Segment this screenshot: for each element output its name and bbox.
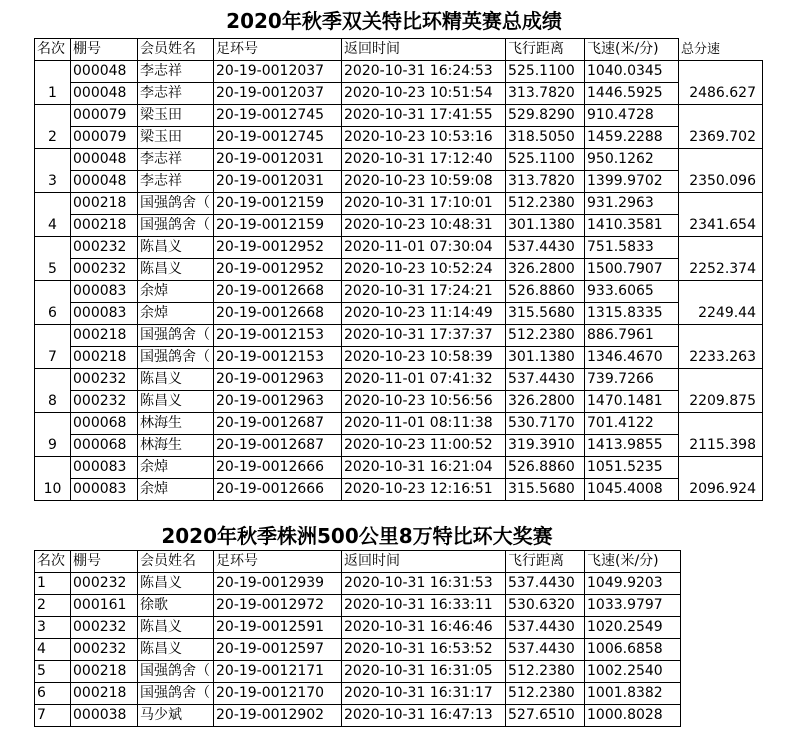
speed-cell: 886.7961	[585, 325, 679, 347]
return-time-cell: 2020-10-23 10:58:39	[342, 347, 506, 369]
table-row	[35, 369, 763, 391]
flight-distance-cell: 537.4430	[506, 237, 585, 259]
table-row	[35, 595, 681, 617]
loft-id-cell: 000068	[71, 413, 138, 435]
ring-number-cell: 20-19-0012952	[214, 259, 342, 281]
member-name-cell: 国强鸽舍（	[138, 661, 214, 683]
member-name-cell: 徐歌	[138, 595, 214, 617]
rank-cell: 3	[35, 149, 71, 193]
table2-body	[35, 551, 681, 727]
member-name-cell: 国强鸽舍（	[138, 325, 214, 347]
return-time-cell: 2020-10-23 12:16:51	[342, 479, 506, 501]
ring-number-cell: 20-19-0012939	[214, 573, 342, 595]
flight-distance-cell: 318.5050	[506, 127, 585, 149]
total-speed-cell: 2369.702	[679, 105, 763, 149]
rank-cell: 3	[35, 617, 71, 639]
return-time-cell: 2020-10-23 10:51:54	[342, 83, 506, 105]
speed-cell: 1002.2540	[585, 661, 681, 683]
total-speed-cell: 2115.398	[679, 413, 763, 457]
flight-distance-cell: 313.7820	[506, 171, 585, 193]
ring-number-cell: 20-19-0012153	[214, 347, 342, 369]
speed-cell: 1413.9855	[585, 435, 679, 457]
return-time-cell: 2020-10-31 17:10:01	[342, 193, 506, 215]
rank-cell: 2	[35, 595, 71, 617]
return-time-cell: 2020-10-31 16:53:52	[342, 639, 506, 661]
table-row	[35, 171, 763, 193]
speed-cell: 1006.6858	[585, 639, 681, 661]
total-speed-cell: 2096.924	[679, 457, 763, 501]
table-row	[35, 413, 763, 435]
speed-cell: 1033.9797	[585, 595, 681, 617]
ring-number-cell: 20-19-0012963	[214, 391, 342, 413]
loft-id-cell: 000232	[71, 259, 138, 281]
flight-distance-cell: 512.2380	[506, 683, 585, 705]
rank-cell: 9	[35, 413, 71, 457]
return-time-cell: 2020-10-31 17:37:37	[342, 325, 506, 347]
header-row	[35, 551, 681, 573]
speed-cell: 910.4728	[585, 105, 679, 127]
speed-cell: 1315.8335	[585, 303, 679, 325]
table1-body	[35, 39, 763, 501]
rank-cell: 2	[35, 105, 71, 149]
member-name-cell: 陈昌义	[138, 639, 214, 661]
member-name-cell: 陈昌义	[138, 369, 214, 391]
loft-id-cell: 000232	[71, 237, 138, 259]
return-time-cell: 2020-11-01 07:30:04	[342, 237, 506, 259]
loft-id-cell: 000048	[71, 83, 138, 105]
return-time-cell: 2020-10-23 10:59:08	[342, 171, 506, 193]
member-name-cell: 李志祥	[138, 149, 214, 171]
rank-cell: 6	[35, 683, 71, 705]
total-speed-cell: 2209.875	[679, 369, 763, 413]
return-time-cell: 2020-10-31 16:31:05	[342, 661, 506, 683]
speed-cell: 1399.9702	[585, 171, 679, 193]
table-row	[35, 281, 763, 303]
return-time-cell: 2020-10-23 11:14:49	[342, 303, 506, 325]
flight-distance-cell: 319.3910	[506, 435, 585, 457]
table-row	[35, 347, 763, 369]
elite-race-results-table	[34, 38, 763, 501]
ring-number-cell: 20-19-0012963	[214, 369, 342, 391]
ring-number-cell: 20-19-0012597	[214, 639, 342, 661]
return-time-cell: 2020-11-01 07:41:32	[342, 369, 506, 391]
loft-id-cell: 000218	[71, 325, 138, 347]
ring-number-cell: 20-19-0012159	[214, 215, 342, 237]
loft-id-cell: 000232	[71, 369, 138, 391]
header-rank: 名次	[35, 39, 71, 61]
loft-id-cell: 000079	[71, 105, 138, 127]
ring-number-cell: 20-19-0012170	[214, 683, 342, 705]
member-name-cell: 李志祥	[138, 83, 214, 105]
speed-cell: 1001.8382	[585, 683, 681, 705]
table-row	[35, 683, 681, 705]
member-name-cell: 陈昌义	[138, 237, 214, 259]
header-rank: 名次	[35, 551, 71, 573]
speed-cell: 1470.1481	[585, 391, 679, 413]
header-return-time: 返回时间	[342, 39, 506, 61]
ring-number-cell: 20-19-0012745	[214, 105, 342, 127]
flight-distance-cell: 529.8290	[506, 105, 585, 127]
loft-id-cell: 000068	[71, 435, 138, 457]
ring-number-cell: 20-19-0012153	[214, 325, 342, 347]
header-ring-number: 足环号	[214, 551, 342, 573]
rank-cell: 1	[35, 61, 71, 105]
flight-distance-cell: 530.7170	[506, 413, 585, 435]
speed-cell: 933.6065	[585, 281, 679, 303]
flight-distance-cell: 315.5680	[506, 479, 585, 501]
member-name-cell: 国强鸽舍（	[138, 215, 214, 237]
member-name-cell: 国强鸽舍（	[138, 683, 214, 705]
speed-cell: 751.5833	[585, 237, 679, 259]
ring-number-cell: 20-19-0012902	[214, 705, 342, 727]
return-time-cell: 2020-10-31 16:31:17	[342, 683, 506, 705]
header-ring-number: 足环号	[214, 39, 342, 61]
ring-number-cell: 20-19-0012171	[214, 661, 342, 683]
ring-number-cell: 20-19-0012591	[214, 617, 342, 639]
loft-id-cell: 000079	[71, 127, 138, 149]
table-row	[35, 705, 681, 727]
loft-id-cell: 000218	[71, 661, 138, 683]
return-time-cell: 2020-10-23 10:52:24	[342, 259, 506, 281]
flight-distance-cell: 526.8860	[506, 457, 585, 479]
speed-cell: 1040.0345	[585, 61, 679, 83]
table-row	[35, 259, 763, 281]
ring-number-cell: 20-19-0012666	[214, 479, 342, 501]
ring-number-cell: 20-19-0012031	[214, 149, 342, 171]
table-row	[35, 661, 681, 683]
rank-cell: 8	[35, 369, 71, 413]
loft-id-cell: 000232	[71, 391, 138, 413]
rank-cell: 4	[35, 639, 71, 661]
loft-id-cell: 000083	[71, 479, 138, 501]
loft-id-cell: 000038	[71, 705, 138, 727]
speed-cell: 1500.7907	[585, 259, 679, 281]
table-row	[35, 457, 763, 479]
member-name-cell: 余焯	[138, 281, 214, 303]
loft-id-cell: 000218	[71, 683, 138, 705]
loft-id-cell: 000232	[71, 573, 138, 595]
ring-number-cell: 20-19-0012687	[214, 413, 342, 435]
table-row	[35, 391, 763, 413]
header-flight-distance: 飞行距离	[506, 39, 585, 61]
flight-distance-cell: 512.2380	[506, 193, 585, 215]
total-speed-cell: 2350.096	[679, 149, 763, 193]
total-speed-cell: 2233.263	[679, 325, 763, 369]
return-time-cell: 2020-10-31 17:41:55	[342, 105, 506, 127]
flight-distance-cell: 537.4430	[506, 573, 585, 595]
table-row	[35, 149, 763, 171]
ring-number-cell: 20-19-0012031	[214, 171, 342, 193]
flight-distance-cell: 530.6320	[506, 595, 585, 617]
table-row	[35, 617, 681, 639]
rank-cell: 6	[35, 281, 71, 325]
speed-cell: 950.1262	[585, 149, 679, 171]
member-name-cell: 陈昌义	[138, 391, 214, 413]
return-time-cell: 2020-10-31 16:47:13	[342, 705, 506, 727]
speed-cell: 1049.9203	[585, 573, 681, 595]
grand-prix-results-table	[34, 550, 681, 727]
ring-number-cell: 20-19-0012687	[214, 435, 342, 457]
rank-cell: 5	[35, 661, 71, 683]
flight-distance-cell: 301.1380	[506, 215, 585, 237]
loft-id-cell: 000083	[71, 281, 138, 303]
header-speed: 飞速(米/分)	[585, 551, 681, 573]
ring-number-cell: 20-19-0012972	[214, 595, 342, 617]
member-name-cell: 余焯	[138, 479, 214, 501]
loft-id-cell: 000232	[71, 617, 138, 639]
speed-cell: 739.7266	[585, 369, 679, 391]
member-name-cell: 梁玉田	[138, 105, 214, 127]
header-speed: 飞速(米/分)	[585, 39, 679, 61]
table-row	[35, 479, 763, 501]
member-name-cell: 马少斌	[138, 705, 214, 727]
member-name-cell: 国强鸽舍（	[138, 347, 214, 369]
total-speed-cell: 2249.44	[679, 281, 763, 325]
speed-cell: 1459.2288	[585, 127, 679, 149]
loft-id-cell: 000048	[71, 149, 138, 171]
member-name-cell: 李志祥	[138, 61, 214, 83]
speed-cell: 1051.5235	[585, 457, 679, 479]
rank-cell: 1	[35, 573, 71, 595]
member-name-cell: 余焯	[138, 457, 214, 479]
member-name-cell: 林海生	[138, 413, 214, 435]
table-row	[35, 215, 763, 237]
flight-distance-cell: 525.1100	[506, 61, 585, 83]
flight-distance-cell: 315.5680	[506, 303, 585, 325]
table-row	[35, 435, 763, 457]
header-loft-id: 棚号	[71, 551, 138, 573]
table-row	[35, 83, 763, 105]
table-row	[35, 573, 681, 595]
member-name-cell: 陈昌义	[138, 617, 214, 639]
return-time-cell: 2020-10-23 11:00:52	[342, 435, 506, 457]
return-time-cell: 2020-10-23 10:56:56	[342, 391, 506, 413]
speed-cell: 1045.4008	[585, 479, 679, 501]
flight-distance-cell: 301.1380	[506, 347, 585, 369]
flight-distance-cell: 313.7820	[506, 83, 585, 105]
loft-id-cell: 000232	[71, 639, 138, 661]
ring-number-cell: 20-19-0012668	[214, 303, 342, 325]
speed-cell: 1346.4670	[585, 347, 679, 369]
member-name-cell: 国强鸽舍（	[138, 193, 214, 215]
return-time-cell: 2020-11-01 08:11:38	[342, 413, 506, 435]
flight-distance-cell: 537.4430	[506, 617, 585, 639]
flight-distance-cell: 525.1100	[506, 149, 585, 171]
loft-id-cell: 000161	[71, 595, 138, 617]
table-row	[35, 61, 763, 83]
header-member-name: 会员姓名	[138, 39, 214, 61]
table-row	[35, 325, 763, 347]
loft-id-cell: 000083	[71, 303, 138, 325]
header-flight-distance: 飞行距离	[506, 551, 585, 573]
return-time-cell: 2020-10-31 16:24:53	[342, 61, 506, 83]
flight-distance-cell: 526.8860	[506, 281, 585, 303]
member-name-cell: 林海生	[138, 435, 214, 457]
ring-number-cell: 20-19-0012159	[214, 193, 342, 215]
flight-distance-cell: 527.6510	[506, 705, 585, 727]
flight-distance-cell: 326.2800	[506, 391, 585, 413]
speed-cell: 1410.3581	[585, 215, 679, 237]
ring-number-cell: 20-19-0012037	[214, 61, 342, 83]
return-time-cell: 2020-10-31 17:12:40	[342, 149, 506, 171]
header-row	[35, 39, 763, 61]
table-row	[35, 193, 763, 215]
rank-cell: 5	[35, 237, 71, 281]
rank-cell: 10	[35, 457, 71, 501]
member-name-cell: 梁玉田	[138, 127, 214, 149]
rank-cell: 7	[35, 325, 71, 369]
table-row	[35, 303, 763, 325]
header-total-speed: 总分速	[679, 39, 763, 61]
loft-id-cell: 000048	[71, 171, 138, 193]
member-name-cell: 余焯	[138, 303, 214, 325]
header-loft-id: 棚号	[71, 39, 138, 61]
speed-cell: 1000.8028	[585, 705, 681, 727]
member-name-cell: 李志祥	[138, 171, 214, 193]
member-name-cell: 陈昌义	[138, 573, 214, 595]
table-row	[35, 237, 763, 259]
loft-id-cell: 000048	[71, 61, 138, 83]
flight-distance-cell: 512.2380	[506, 661, 585, 683]
flight-distance-cell: 537.4430	[506, 639, 585, 661]
ring-number-cell: 20-19-0012668	[214, 281, 342, 303]
table-row	[35, 105, 763, 127]
return-time-cell: 2020-10-23 10:53:16	[342, 127, 506, 149]
speed-cell: 1020.2549	[585, 617, 681, 639]
flight-distance-cell: 326.2800	[506, 259, 585, 281]
ring-number-cell: 20-19-0012952	[214, 237, 342, 259]
ring-number-cell: 20-19-0012745	[214, 127, 342, 149]
return-time-cell: 2020-10-31 17:24:21	[342, 281, 506, 303]
rank-cell: 4	[35, 193, 71, 237]
member-name-cell: 陈昌义	[138, 259, 214, 281]
loft-id-cell: 000218	[71, 215, 138, 237]
return-time-cell: 2020-10-31 16:21:04	[342, 457, 506, 479]
rank-cell: 7	[35, 705, 71, 727]
flight-distance-cell: 512.2380	[506, 325, 585, 347]
table1-title: 2020年秋季双关特比环精英赛总成绩	[226, 9, 562, 33]
total-speed-cell: 2486.627	[679, 61, 763, 105]
return-time-cell: 2020-10-23 10:48:31	[342, 215, 506, 237]
speed-cell: 1446.5925	[585, 83, 679, 105]
total-speed-cell: 2252.374	[679, 237, 763, 281]
speed-cell: 701.4122	[585, 413, 679, 435]
table-row	[35, 127, 763, 149]
total-speed-cell: 2341.654	[679, 193, 763, 237]
ring-number-cell: 20-19-0012037	[214, 83, 342, 105]
speed-cell: 931.2963	[585, 193, 679, 215]
return-time-cell: 2020-10-31 16:46:46	[342, 617, 506, 639]
return-time-cell: 2020-10-31 16:33:11	[342, 595, 506, 617]
table-row	[35, 639, 681, 661]
table2-title: 2020年秋季株洲500公里8万特比环大奖赛	[161, 524, 553, 548]
loft-id-cell: 000218	[71, 193, 138, 215]
header-return-time: 返回时间	[342, 551, 506, 573]
loft-id-cell: 000083	[71, 457, 138, 479]
ring-number-cell: 20-19-0012666	[214, 457, 342, 479]
loft-id-cell: 000218	[71, 347, 138, 369]
return-time-cell: 2020-10-31 16:31:53	[342, 573, 506, 595]
flight-distance-cell: 537.4430	[506, 369, 585, 391]
header-member-name: 会员姓名	[138, 551, 214, 573]
